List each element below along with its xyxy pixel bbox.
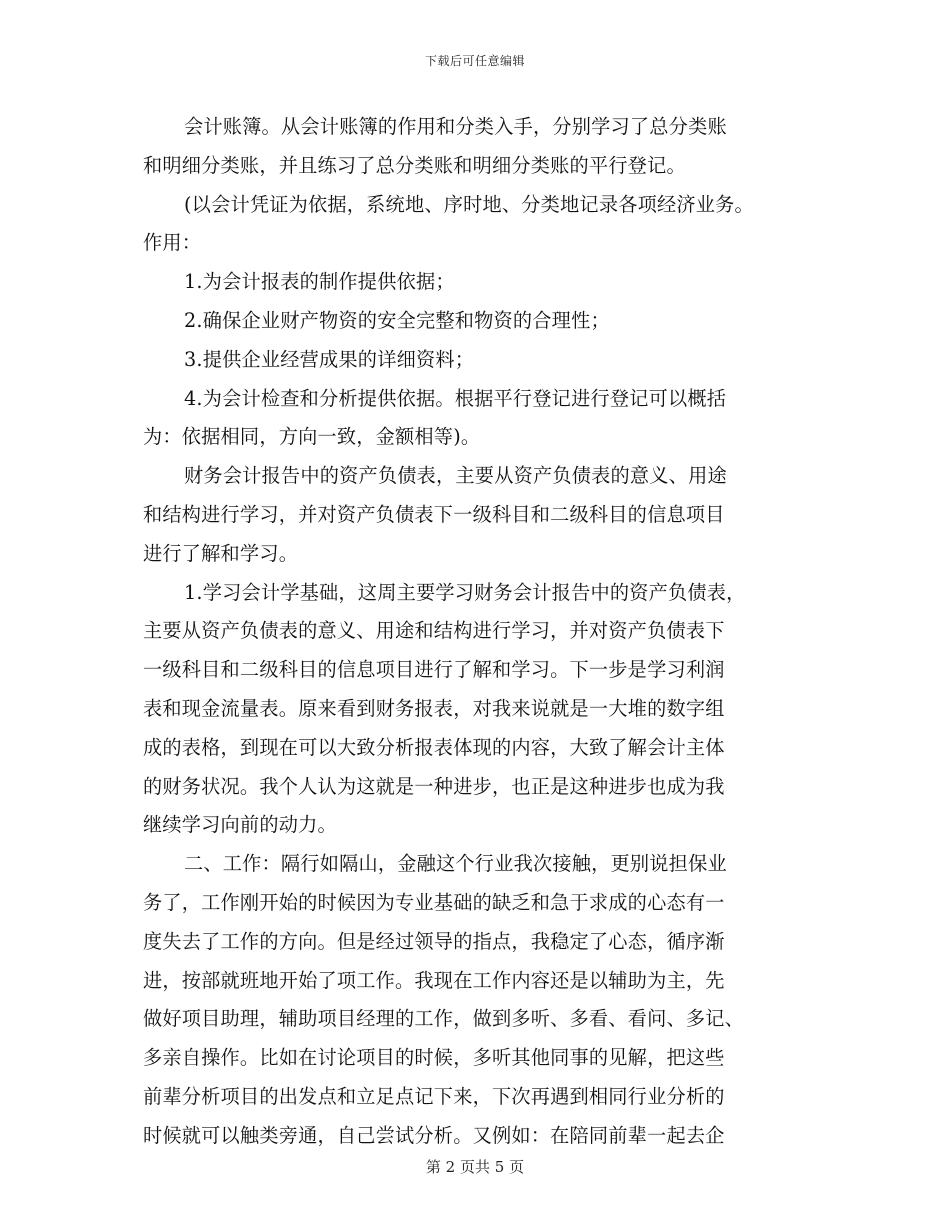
text-line: 和结构进行学习，并对资产负债表下一级科目和二级科目的信息项目 (143, 502, 725, 526)
text-line: 继续学习向前的动力。 (143, 813, 337, 837)
list-item: 4.为会计检查和分析提供依据。根据平行登记进行登记可以概括 (184, 386, 727, 410)
page-header: 下载后可任意编辑 (424, 54, 525, 68)
text-line: 进行了解和学习。 (143, 541, 299, 565)
text-line: 成的表格，到现在可以大致分析报表体现的内容，大致了解会计主体 (143, 735, 725, 759)
text-line: 一级科目和二级科目的信息项目进行了解和学习。下一步是学习利润 (143, 658, 725, 682)
text-line: 进，按部就班地开始了项工作。我现在工作内容还是以辅助为主，先 (143, 968, 725, 992)
text-line: 度失去了工作的方向。但是经过领导的指点，我稳定了心态，循序渐 (143, 929, 725, 953)
text-line: 二、工作：隔行如隔山，金融这个行业我次接触，更别说担保业 (184, 852, 727, 876)
text-line: 时候就可以触类旁通，自己尝试分析。又例如：在陪同前辈一起去企 (143, 1123, 725, 1147)
list-item: 3.提供企业经营成果的详细资料； (184, 347, 475, 371)
text-line: 作用： (143, 231, 202, 255)
page-footer: 第 2 页共 5 页 (425, 1158, 525, 1176)
text-line: 表和现金流量表。原来看到财务报表，对我来说就是一大堆的数字组 (143, 696, 725, 720)
list-item: 2.确保企业财产物资的安全完整和物资的合理性； (184, 308, 610, 332)
text-line: (以会计凭证为依据，系统地、序时地、分类地记录各项经济业务。 (184, 192, 754, 216)
list-item: 1.为会计报表的制作提供依据； (184, 270, 455, 294)
text-line: 1.学习会计学基础，这周主要学习财务会计报告中的资产负债表， (184, 580, 746, 604)
text-line: 主要从资产负债表的意义、用途和结构进行学习，并对资产负债表下 (143, 619, 725, 643)
document-body (143, 108, 823, 1156)
text-line: 务了，工作刚开始的时候因为专业基础的缺乏和急于求成的心态有一 (143, 890, 725, 914)
text-line: 多亲自操作。比如在讨论项目的时候，多听其他同事的见解，把这些 (143, 1046, 725, 1070)
text-line: 为：依据相同，方向一致，金额相等)。 (143, 425, 481, 449)
text-line: 做好项目助理，辅助项目经理的工作，做到多听、多看、看问、多记、 (143, 1007, 745, 1031)
text-line: 的财务状况。我个人认为这就是一种进步，也正是这种进步也成为我 (143, 774, 725, 798)
text-line: 财务会计报告中的资产负债表，主要从资产负债表的意义、用途 (184, 464, 727, 488)
text-line: 和明细分类账，并且练习了总分类账和明细分类账的平行登记。 (143, 153, 686, 177)
text-line: 会计账簿。从会计账簿的作用和分类入手，分别学习了总分类账 (184, 115, 727, 138)
text-line: 前辈分析项目的出发点和立足点记下来，下次再遇到相同行业分析的 (143, 1084, 725, 1108)
